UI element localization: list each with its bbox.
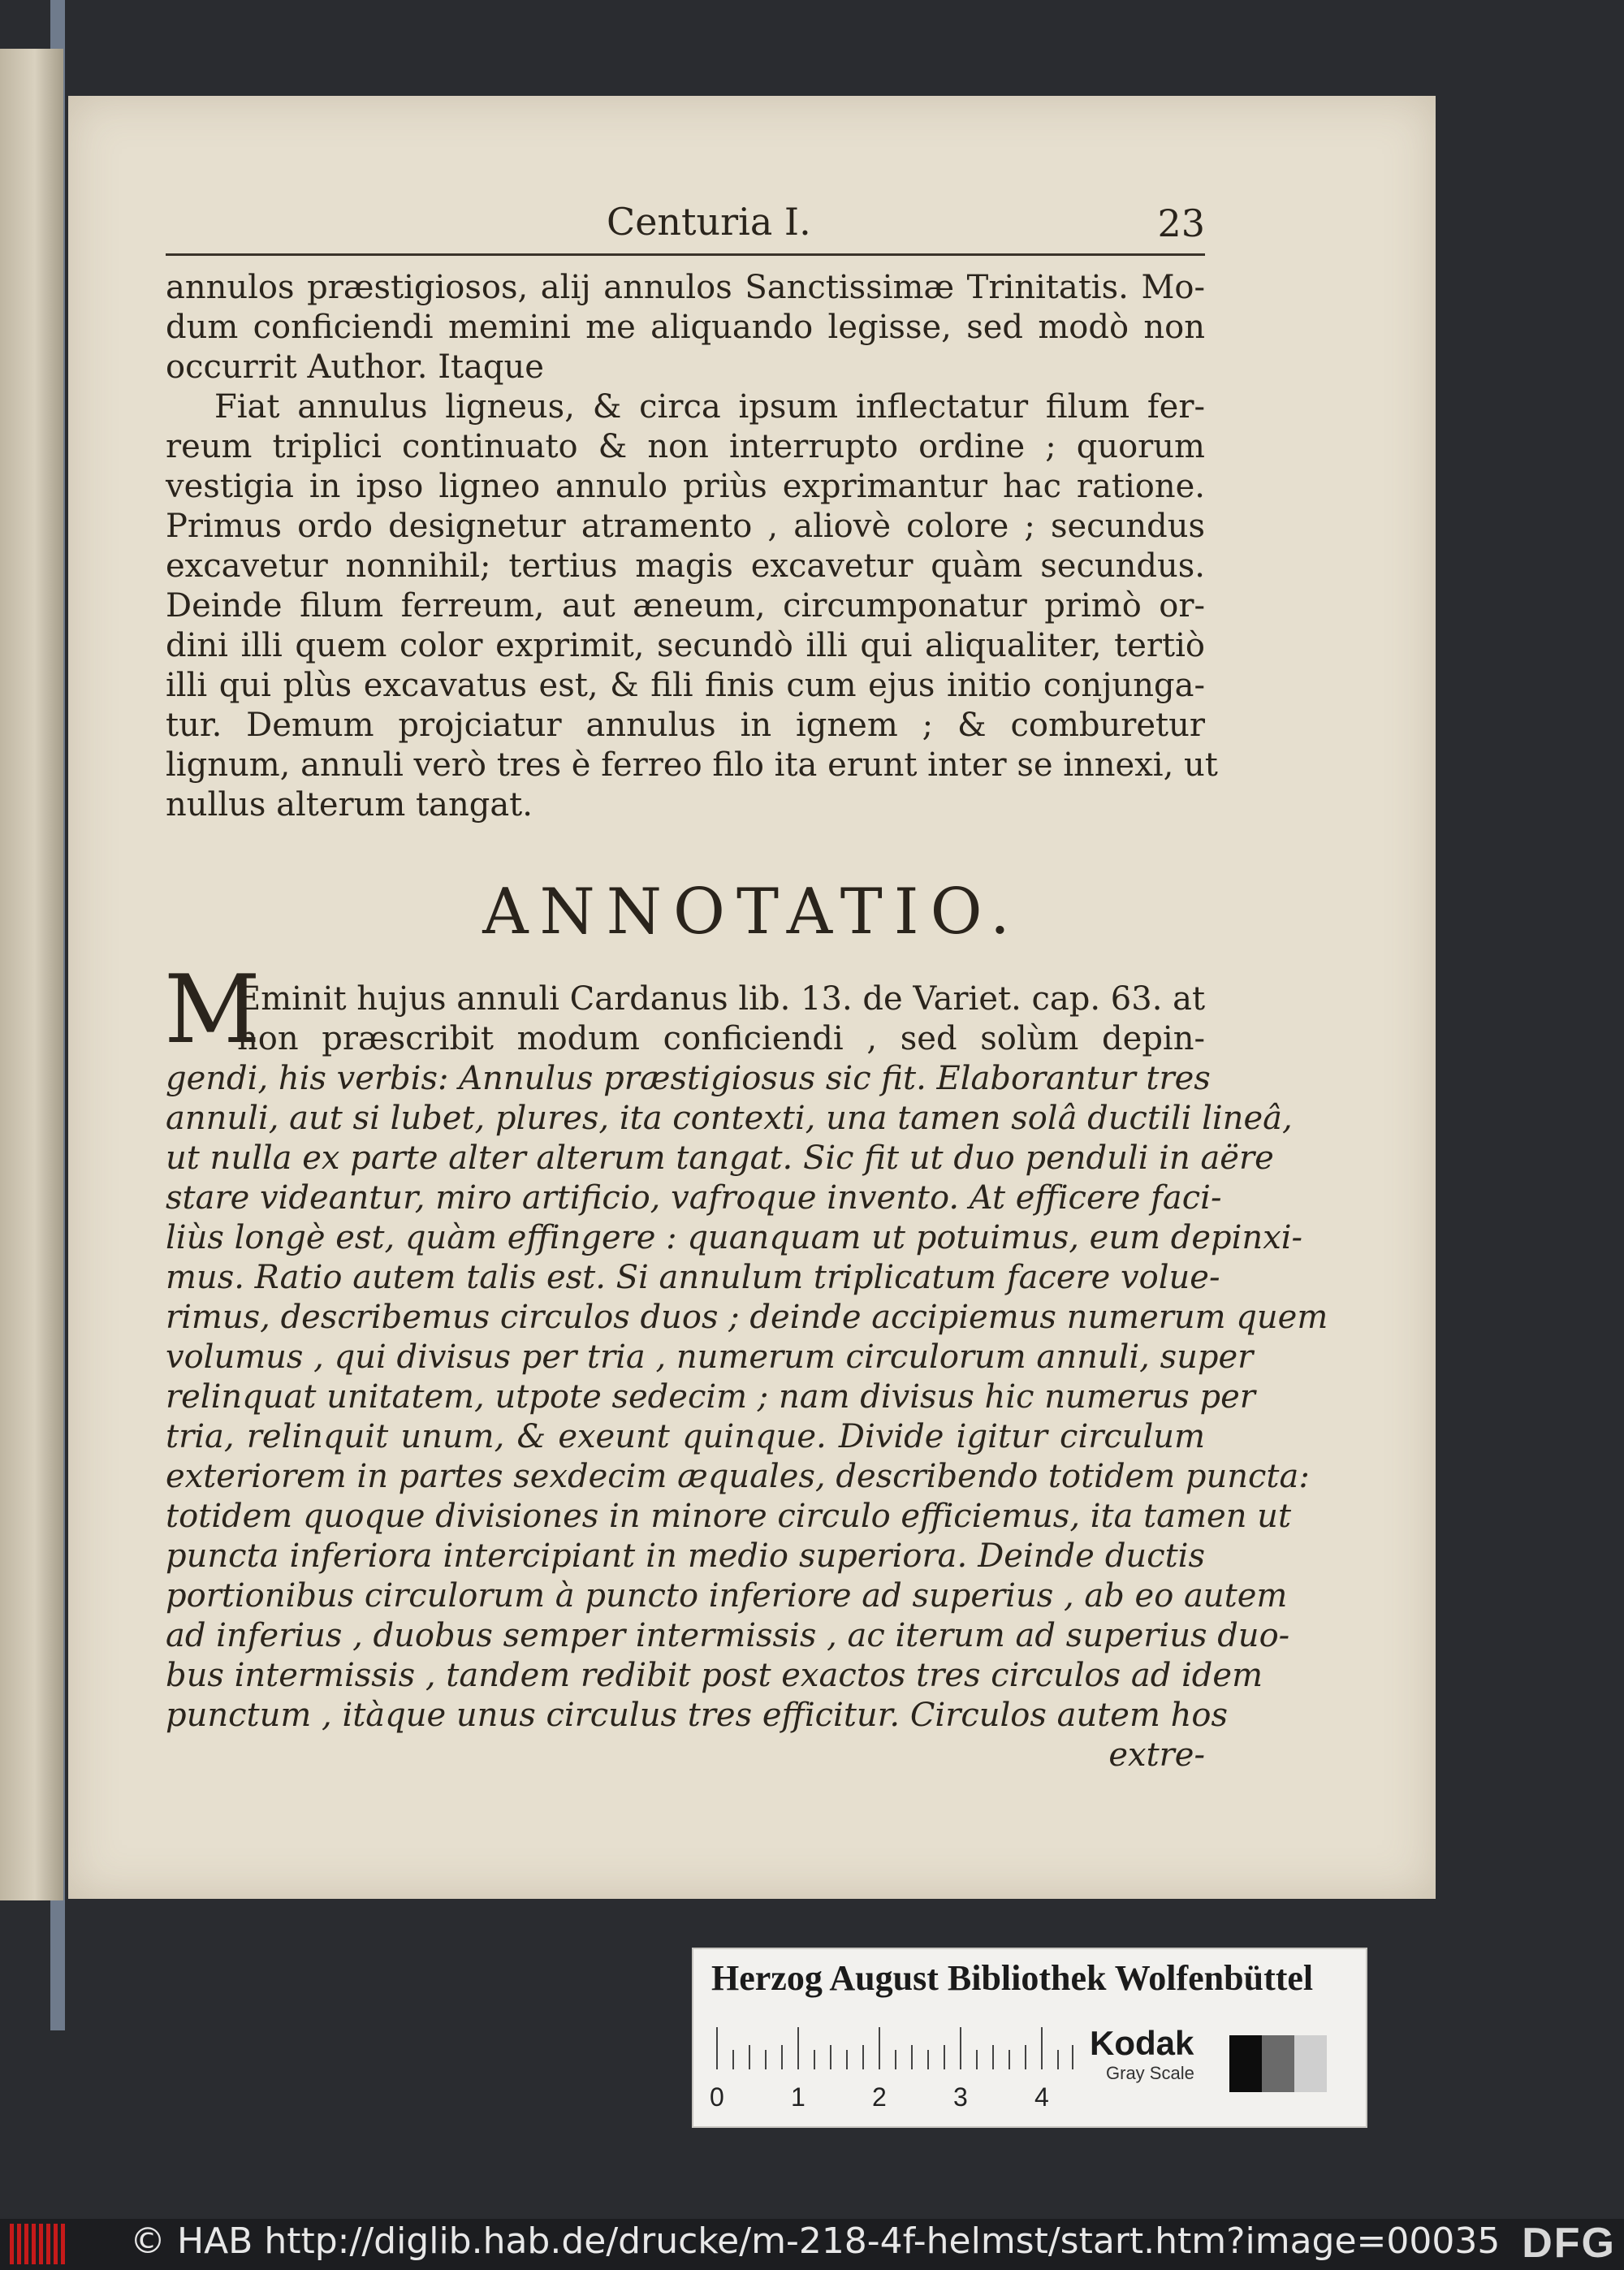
annotation-line: rimus, describemus circulos duos ; deinde accipiemus numerum quem [166,1299,1328,1336]
body-line: Deinde filum ferreum, aut æneum, circumponatur primò or- [166,587,1205,625]
annotation-line: relinquat unitatem, utpote sedecim ; nam divisus hic numerus per [166,1378,1255,1416]
running-header [166,200,1205,257]
swatch-gray [1262,2035,1294,2092]
page-number: 23 [1157,201,1205,245]
annotation-line: tria, relinquit unum, & exeunt quinque. Divide igitur circulum [166,1418,1205,1455]
scale-number: 1 [791,2082,806,2112]
annotation-line: liùs longè est, quàm effingere : quanquam ut potuimus, eum depinxi- [166,1219,1303,1256]
body-line: excavetur nonnihil; tertius magis excavetur quàm secundus. [166,547,1205,585]
body-line: tur. Demum projciatur annulus in ignem ; & comburetur [166,707,1205,744]
scale-card [692,1948,1367,2128]
book-page [68,96,1436,1899]
annotation-line: bus intermissis , tandem redibit post exactos tres circulos ad idem [166,1657,1263,1694]
gray-swatches [1229,2035,1327,2092]
body-line: Primus ordo designetur atramento , aliovè colore ; secundus [166,508,1205,545]
running-title: Centuria I. [607,200,811,244]
annotation-line: Eminit hujus annuli Cardanus lib. 13. de Variet. cap. 63. at [237,980,1206,1018]
body-line: vestigia in ipso ligneo annulo priùs exprimantur hac ratione. [166,468,1205,505]
annotation-line: stare videantur, miro artificio, vafroque invento. At efficere faci- [166,1179,1222,1217]
body-line: dum conficiendi memini me aliquando legisse, sed modò non [166,309,1205,346]
annotation-line: ut nulla ex parte alter alterum tangat. Sic fit ut duo penduli in aëre [166,1139,1274,1177]
scale-number: 3 [953,2082,968,2112]
ruler-scale [716,2027,1073,2069]
body-line: nullus alterum tangat. [166,786,533,824]
left-facing-page [0,49,63,1900]
hab-logo-icon [10,2224,67,2264]
footer-url[interactable]: © HAB http://diglib.hab.de/drucke/m-218-4f-helmst/start.htm?image=00035 [130,2220,1501,2262]
kodak-logo: Kodak [1090,2024,1194,2062]
body-line: reum triplici continuato & non interrupto ordine ; quorum [166,428,1205,465]
body-line: Fiat annulus ligneus, & circa ipsum inflectatur filum fer- [214,388,1205,426]
library-name: Herzog August Bibliothek Wolfenbüttel [711,1958,1314,1998]
annotation-line: punctum , itàque unus circulus tres efficitur. Circulos autem hos [166,1697,1228,1734]
annotation-line: portionibus circulorum à puncto inferiore ad superius , ab eo autem [166,1577,1288,1615]
annotation-line: puncta inferiora intercipiant in medio superiora. Deinde ductis [166,1537,1205,1575]
section-heading: ANNOTATIO. [482,876,1021,949]
drop-cap: M [164,955,261,1065]
annotation-line: volumus , qui divisus per tria , numerum circulorum annuli, super [166,1338,1254,1376]
body-line: dini illi quem color exprimit, secundò illi qui aliqualiter, tertiò [166,627,1205,664]
body-line: lignum, annuli verò tres è ferreo filo ita erunt inter se innexi, ut [166,746,1218,784]
body-line: occurrit Author. Itaque [166,348,544,386]
catchword: extre- [1108,1736,1205,1774]
scale-number: 2 [872,2082,887,2112]
header-rule [166,253,1205,256]
body-line: illi qui plùs excavatus est, & fili finis cum ejus initio conjunga- [166,667,1205,704]
scale-number: 4 [1034,2082,1049,2112]
body-line: annulos præstigiosos, alij annulos Sanctissimæ Trinitatis. Mo- [166,269,1205,306]
annotation-line: gendi, his verbis: Annulus præstigiosus sic fit. Elaborantur tres [166,1060,1211,1097]
annotation-line: non præscribit modum conficiendi , sed solùm depin- [237,1020,1205,1057]
gray-scale-label: Gray Scale [1106,2063,1194,2083]
annotation-line: mus. Ratio autem talis est. Si annulum triplicatum facere volue- [166,1259,1220,1296]
footer-bar [0,2219,1624,2270]
annotation-line: annuli, aut si lubet, plures, ita contexti, una tamen solâ ductili lineâ, [166,1100,1293,1137]
scale-number: 0 [710,2082,724,2112]
swatch-black [1229,2035,1262,2092]
annotation-line: ad inferius , duobus semper intermissis , ac iterum ad superius duo- [166,1617,1290,1654]
annotation-line: totidem quoque divisiones in minore circulo efficiemus, ita tamen ut [166,1498,1292,1535]
annotation-line: exteriorem in partes sexdecim æquales, describendo totidem puncta: [166,1458,1310,1495]
dfg-logo: DFG [1522,2220,1616,2267]
swatch-light [1294,2035,1327,2092]
